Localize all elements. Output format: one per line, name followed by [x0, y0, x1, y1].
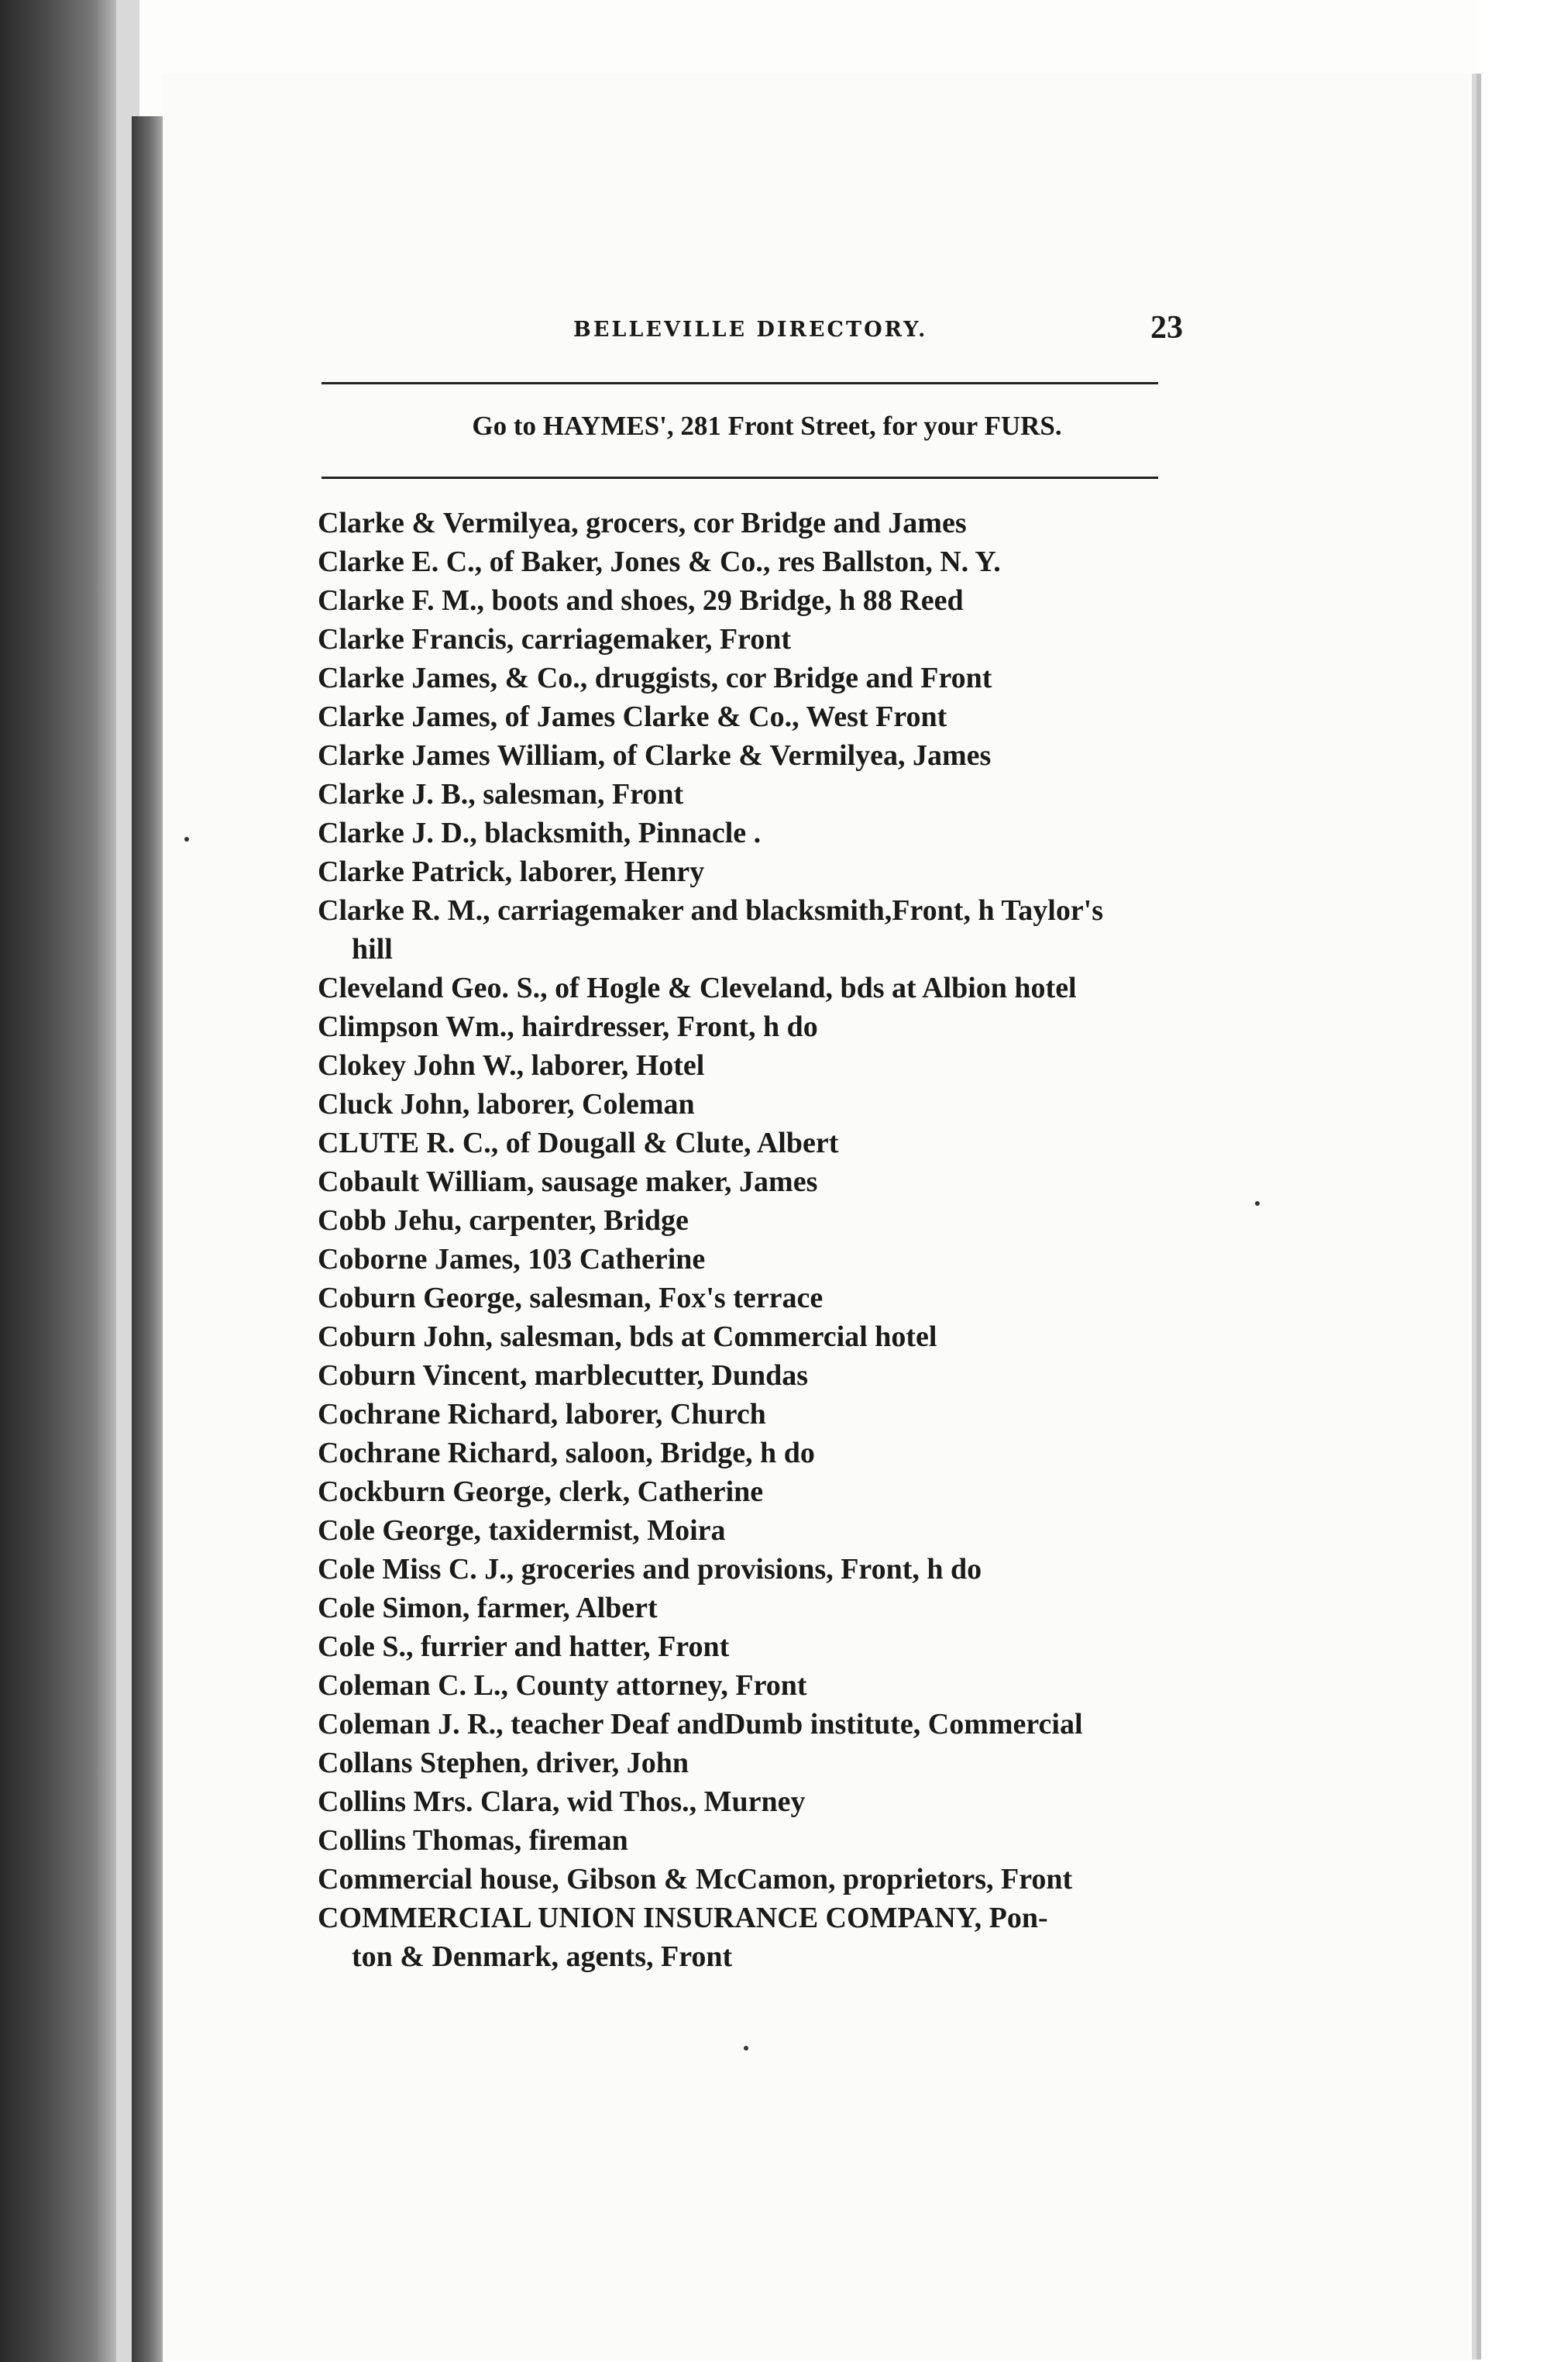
directory-entry [318, 504, 1363, 542]
directory-entry [318, 1627, 1363, 1666]
directory-entry [318, 1240, 1363, 1279]
directory-entry [318, 1162, 1363, 1201]
directory-entry [318, 1085, 1363, 1124]
page-number: 23 [1150, 310, 1183, 346]
directory-entry [318, 1744, 1363, 1782]
directory-entry [318, 697, 1363, 736]
directory-entry [318, 542, 1363, 581]
entry-text: Cobb Jehu, carpenter, Bridge [318, 1204, 689, 1237]
entry-text: Coburn John, salesman, bds at Commercial hotel [318, 1320, 937, 1353]
entry-text: Cole Simon, farmer, Albert [318, 1592, 658, 1624]
ink-speck [744, 2046, 748, 2050]
entry-text: Clarke James, & Co., druggists, cor Bridge and Front [318, 662, 992, 694]
entry-continuation: ton & Denmark, agents, Front [352, 1940, 733, 1973]
entry-text: Cole Miss C. J., groceries and provisions, Front, h do [318, 1553, 982, 1586]
entry-text: COMMERCIAL UNION INSURANCE COMPANY, Pon- [318, 1902, 1048, 1934]
page-header [163, 244, 1472, 346]
directory-entry [318, 1007, 1363, 1046]
directory-entry [318, 1860, 1363, 1899]
directory-entry [318, 581, 1363, 620]
entry-text: Cochrane Richard, laborer, Church [318, 1398, 766, 1431]
directory-entry [318, 1395, 1363, 1434]
entry-text: Clarke F. M., boots and shoes, 29 Bridge, h 88 Reed [318, 584, 964, 617]
directory-entry [318, 1124, 1363, 1162]
directory-entry [318, 1666, 1363, 1705]
entry-text: Commercial house, Gibson & McCamon, proprietors, Front [318, 1863, 1073, 1895]
directory-page [163, 74, 1477, 2360]
entry-text: Cluck John, laborer, Coleman [318, 1088, 695, 1121]
directory-entry [318, 1511, 1363, 1550]
entry-text: Coburn George, salesman, Fox's terrace [318, 1282, 824, 1314]
directory-entry [318, 775, 1363, 814]
entry-text: Clarke J. D., blacksmith, Pinnacle . [318, 817, 762, 849]
directory-entry [318, 659, 1363, 697]
directory-entry [318, 814, 1363, 852]
ink-speck [1255, 1201, 1260, 1206]
directory-entries [318, 504, 1363, 1976]
directory-entry [318, 1550, 1363, 1589]
entry-text: Clarke James William, of Clarke & Vermilyea, James [318, 739, 992, 772]
entry-text: Clarke R. M., carriagemaker and blacksmith,Front, h Taylor's [318, 894, 1104, 927]
entry-text: Coleman J. R., teacher Deaf andDumb institute, Commercial [318, 1708, 1083, 1741]
entry-text: Clarke Patrick, laborer, Henry [318, 856, 705, 888]
directory-entry [318, 891, 1363, 969]
directory-entry [318, 1046, 1363, 1085]
entry-text: Cockburn George, clerk, Catherine [318, 1475, 764, 1508]
ink-speck [184, 837, 189, 842]
entry-text: Collans Stephen, driver, John [318, 1747, 689, 1779]
directory-entry [318, 736, 1363, 775]
directory-entry [318, 1821, 1363, 1860]
entry-continuation: hill [352, 933, 393, 966]
directory-entry [318, 1317, 1363, 1356]
directory-entry [318, 1589, 1363, 1627]
entry-text: Cochrane Richard, saloon, Bridge, h do [318, 1437, 815, 1469]
entry-text: Clarke J. B., salesman, Front [318, 778, 684, 811]
advert-rule-top [322, 382, 1158, 384]
entry-text: Coborne James, 103 Catherine [318, 1243, 706, 1276]
entry-text: CLUTE R. C., of Dougall & Clute, Albert [318, 1127, 839, 1159]
directory-entry [318, 1279, 1363, 1317]
entry-text: Clarke Francis, carriagemaker, Front [318, 623, 792, 656]
entry-text: Clarke & Vermilyea, grocers, cor Bridge and James [318, 507, 967, 539]
entry-text: Collins Mrs. Clara, wid Thos., Murney [318, 1785, 806, 1818]
entry-text: Collins Thomas, fireman [318, 1824, 628, 1857]
entry-text: Clokey John W., laborer, Hotel [318, 1049, 705, 1082]
directory-entry [318, 1472, 1363, 1511]
film-margin-right [1477, 0, 1568, 2362]
directory-entry [318, 1434, 1363, 1472]
directory-entry [318, 852, 1363, 891]
entry-text: Clarke E. C., of Baker, Jones & Co., res Ballston, N. Y. [318, 546, 1001, 578]
advert-banner: Go to HAYMES', 281 Front Street, for your FURS. [472, 411, 1062, 441]
running-title: BELLEVILLE DIRECTORY. [573, 318, 928, 342]
entry-text: Cole S., furrier and hatter, Front [318, 1630, 730, 1663]
directory-entry [318, 1782, 1363, 1821]
entry-text: Climpson Wm., hairdresser, Front, h do [318, 1011, 818, 1043]
advert-rule-bottom [322, 477, 1158, 479]
entry-text: Cobault William, sausage maker, James [318, 1166, 818, 1198]
directory-entry [318, 969, 1363, 1007]
entry-text: Coburn Vincent, marblecutter, Dundas [318, 1359, 809, 1392]
directory-entry [318, 1201, 1363, 1240]
binding-strip [132, 116, 163, 2362]
directory-entry [318, 1356, 1363, 1395]
directory-entry [318, 620, 1363, 659]
entry-text: Cleveland Geo. S., of Hogle & Cleveland, bds at Albion hotel [318, 972, 1077, 1004]
directory-entry [318, 1899, 1363, 1976]
film-margin-left [0, 0, 116, 2362]
entry-text: Clarke James, of James Clarke & Co., West Front [318, 701, 947, 733]
entry-text: Coleman C. L., County attorney, Front [318, 1669, 807, 1702]
directory-entry [318, 1705, 1363, 1744]
entry-text: Cole George, taxidermist, Moira [318, 1514, 726, 1547]
